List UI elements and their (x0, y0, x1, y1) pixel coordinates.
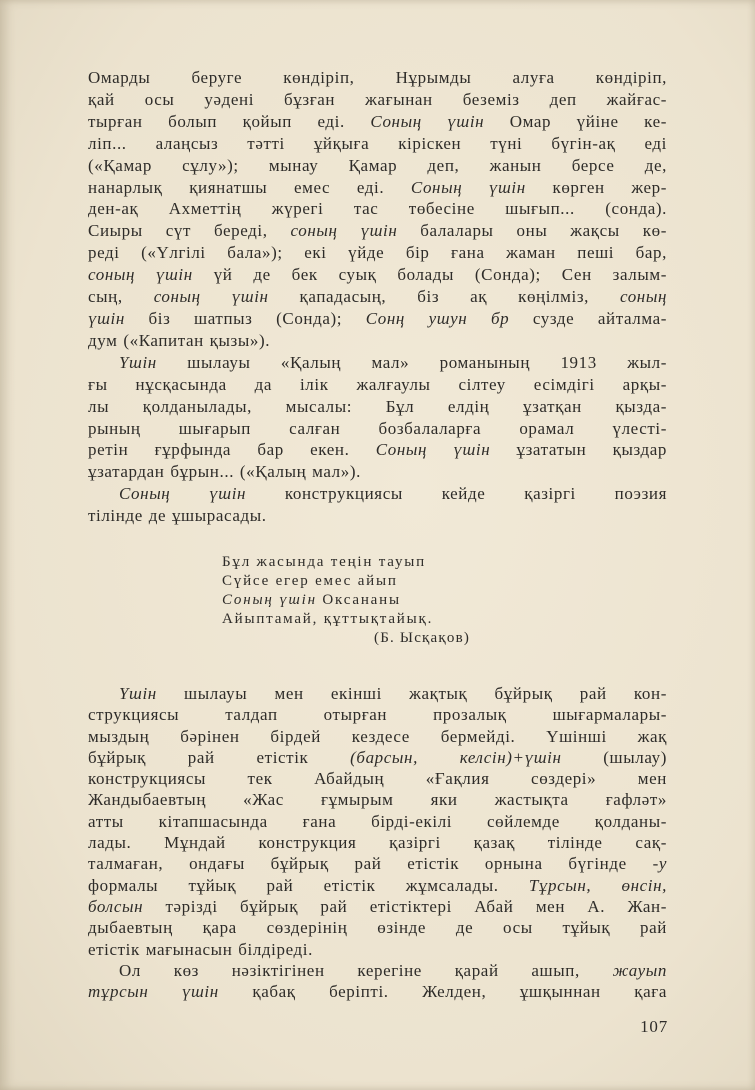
text-run: тілінде де ұшырасады. (88, 506, 267, 526)
paragraph (88, 67, 667, 352)
paragraph (88, 483, 667, 527)
poem-line (222, 553, 522, 572)
text-run: Сиыры сүт береді, (88, 221, 291, 241)
text-line (88, 177, 667, 199)
italic-text: Сонң ушун бр (365, 308, 510, 328)
text-run: қабақ беріпті. Желден, ұшқыннан қаға (218, 982, 667, 1002)
text-run: конструкциясы тек Абайдың «Ғақлия сөздері» мен (88, 769, 667, 789)
text-run: (шылау) (561, 747, 667, 767)
text-run: Оксананы (316, 592, 401, 608)
text-block-top (88, 67, 667, 527)
italic-text: Үшін (119, 684, 157, 703)
text-line (88, 853, 667, 874)
paragraph (88, 683, 667, 960)
text-run: қападасың, біз ақ көңілміз, (268, 287, 620, 307)
italic-text: Соның үшін (119, 484, 247, 504)
text-run: қай осы уәдені бұзған жағынан беземіз деп жайғас- (88, 89, 667, 109)
text-run: ғы нұсқасында да ілік жалғаулы сілтеу есімдігі арқы- (88, 374, 667, 394)
poem-line (222, 572, 522, 591)
text-line (88, 374, 667, 396)
text-line (88, 264, 667, 286)
italic-text: үшін (88, 308, 125, 328)
poem-line (222, 591, 522, 610)
text-run: Айыптамай, құттықтайық. (222, 611, 434, 627)
text-run: шылауы «Қалың мал» романының 1913 жыл- (156, 352, 667, 372)
text-line (88, 981, 667, 1002)
italic-text: соның үшін (88, 265, 193, 285)
text-line (88, 768, 667, 789)
text-line (88, 352, 667, 374)
text-line (88, 960, 667, 981)
page-number: 107 (640, 1017, 668, 1036)
italic-text: тұрсын үшін (88, 982, 219, 1002)
text-run: ден-ақ Ахметтің жүрегі тас төбесіне шығып... (сонда). (88, 199, 667, 219)
text-line (88, 396, 667, 418)
text-line (88, 220, 667, 242)
italic-text: соның (619, 287, 667, 307)
text-run: ретін ғұрфында бар екен. (88, 440, 376, 460)
text-line (88, 308, 667, 330)
text-line (88, 704, 667, 725)
text-line (88, 418, 667, 440)
text-run: ұзататын қыздар (490, 440, 668, 460)
text-line (88, 789, 667, 810)
text-run: тырған болып қойып еді. (88, 111, 371, 131)
text-line (88, 726, 667, 747)
italic-text: Соның үшін (222, 592, 317, 608)
poem-attribution: (Б. Ысқақов) (374, 630, 471, 646)
text-run: ліп... алаңсыз тәтті ұйқыға кіріскен түні бүгін-ақ еді (88, 133, 667, 153)
text-run: Сүйсе егер емес айып (222, 573, 398, 589)
italic-text: Соның үшін (370, 111, 485, 131)
italic-text: Соның үшін (410, 177, 526, 197)
text-run: біз шатпыз (Сонда); (124, 308, 366, 328)
italic-text: соның үшін (290, 221, 398, 241)
poem-quote (222, 553, 522, 648)
text-line (88, 811, 667, 832)
italic-text: Тұрсын, өнсін, (528, 875, 667, 895)
text-run: етістік мағынасын білдіреді. (88, 939, 313, 959)
text-run: бұйрық рай етістік (88, 747, 351, 767)
text-line (88, 155, 667, 177)
text-run: Омар үйіне ке- (484, 111, 667, 131)
text-run: лы қолданылады, мысалы: Бұл елдің ұзатқан қызда- (88, 396, 667, 416)
text-line (88, 505, 667, 527)
paragraph (88, 960, 667, 1003)
italic-text: -у (652, 854, 667, 874)
text-run: балалары оны жақсы кө- (397, 221, 667, 241)
text-run: реді («Үлгілі бала»); екі үйде бір ғана жаман пеші бар, (88, 243, 667, 263)
text-run: мыздың бәрінен бірдей кездесе бермейді. Үшінші жақ (88, 726, 667, 746)
text-line (88, 747, 667, 768)
paragraph (88, 352, 667, 483)
text-run: үй де бек суық болады (Сонда); Сен залым- (192, 265, 667, 285)
text-line (88, 198, 667, 220)
text-block-bottom (88, 683, 667, 1002)
text-run: формалы тұйық рай етістік жұмсалады. (88, 875, 529, 895)
text-run: Ол көз нәзіктігінен керегіне қарай ашып, (119, 960, 613, 980)
text-line (88, 896, 667, 917)
text-run: струкциясы талдап отырған прозалық шығармалары- (88, 705, 667, 725)
text-line (88, 939, 667, 960)
italic-text: жауып (612, 960, 667, 980)
text-run: Омарды беруге көндіріп, Нұрымды алуға көндіріп, (88, 68, 667, 87)
italic-text: болсын (88, 896, 144, 916)
text-line (88, 461, 667, 483)
text-run: шылауы мен екінші жақтық бұйрық рай кон- (156, 684, 667, 703)
text-line (88, 133, 667, 155)
text-run: Жандыбаевтың «Жас ғұмырым яки жастықта ғафләт» (88, 790, 667, 810)
text-line (88, 286, 667, 308)
text-run: талмаған, ондағы бұйрық рай етістік орнына бүгінде (88, 854, 653, 874)
text-run: дыбаевтың қара сөздерінің өзінде де осы тұйық рай (88, 918, 667, 938)
text-run: («Қамар сұлу»); мынау Қамар деп, жанын берсе де, (88, 155, 667, 175)
text-line (88, 242, 667, 264)
text-run: сың, (88, 287, 154, 307)
poem-line (222, 610, 522, 629)
text-line (88, 111, 667, 133)
text-run: дум («Капитан қызы»). (88, 330, 271, 350)
text-run: атты кітапшасында ғана бірді-екілі сөйлемде қолданы- (88, 811, 667, 831)
italic-text: соның үшін (153, 287, 269, 307)
text-line (88, 483, 667, 505)
text-line (88, 330, 667, 352)
text-run: лады. Мұндай конструкция қазіргі қазақ тілінде сақ- (88, 833, 667, 853)
text-line (88, 439, 667, 461)
text-line (88, 875, 667, 896)
text-run: сузде айталма- (509, 308, 667, 328)
text-line (88, 89, 667, 111)
italic-text: (барсын, келсін)+үшін (350, 747, 562, 767)
italic-text: Үшін (119, 352, 157, 372)
text-run: рының шығарып салған бозбалаларға орамал үлесті- (88, 418, 667, 438)
text-run: нанарлық қиянатшы емес еді. (88, 177, 411, 197)
text-line (88, 67, 667, 89)
text-line (88, 917, 667, 938)
text-run: тәрізді бұйрық рай етістіктері Абай мен А. Жан- (143, 896, 667, 916)
text-run: Бұл жасында теңін тауып (222, 554, 426, 570)
text-line (88, 832, 667, 853)
text-line (88, 683, 667, 704)
text-run: көрген жер- (525, 177, 668, 197)
text-run: конструкциясы кейде қазіргі поэзия (246, 484, 668, 504)
text-run: ұзатардан бұрын... («Қалың мал»). (88, 462, 361, 482)
italic-text: Соның үшін (375, 440, 491, 460)
